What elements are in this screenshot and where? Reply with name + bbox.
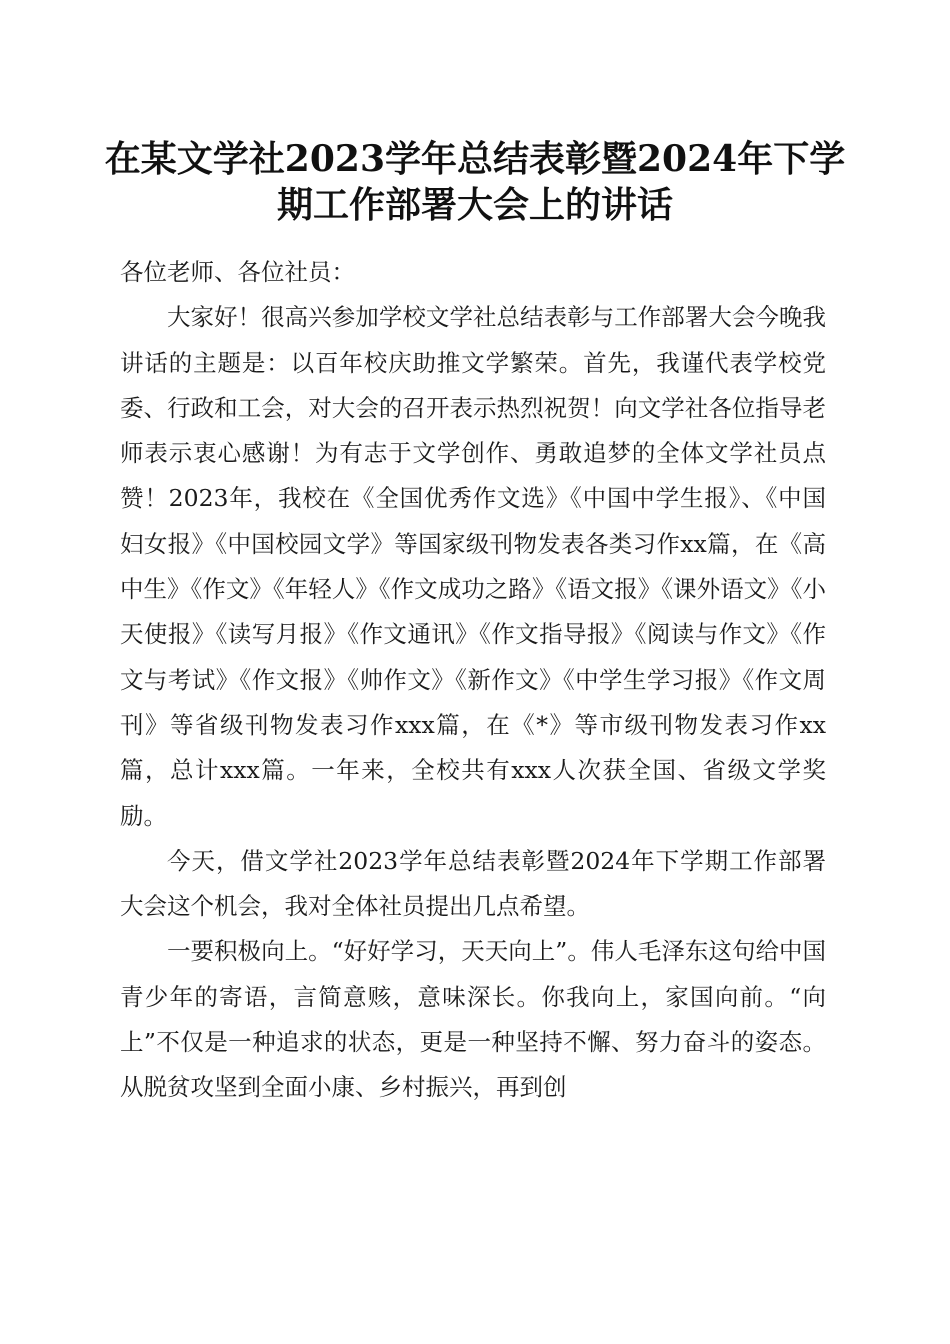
paragraph-opening: 大家好！很高兴参加学校文学社总结表彰与工作部署大会今晚我讲话的主题是：以百年校庆助推文学繁荣。首先，我谨代表学校党委、行政和工会，对大会的召开表示热烈祝贺！向文学社各位指导老师表示衷心感谢！为有志于文学创作、勇敢追梦的全体文学社员点赞！2023年，我校在《全国优秀作文选》《中国中学生报》、《中国妇女报》《中国校园文学》等国家级刊物发表各类习作xx篇，在《高中生》《作文》《年轻人》《作文成功之路》《语文报》《课外语文》《小天使报》《读写月报》《作文通讯》《作文指导报》《阅读与作文》《作文与考试》《作文报》《帅作文》《新作文》《中学生学习报》《作文周刊》等省级刊物发表习作xxx篇，在《*》等市级刊物发表习作xx篇，总计xxx篇。一年来，全校共有xxx人次获全国、省级文学奖励。 — [120, 303, 826, 830]
document-body — [120, 250, 826, 1111]
paragraph-hopes-intro: 今天，借文学社2023学年总结表彰暨2024年下学期工作部署大会这个机会，我对全体社员提出几点希望。 — [120, 846, 826, 921]
paragraph-point-one: 一要积极向上。“好好学习，天天向上”。伟人毛泽东这句给中国青少年的寄语，言简意赅，意味深长。你我向上，家国向前。“向上”不仅是一种追求的状态，更是一种坚持不懈、努力奋斗的姿态。从脱贫攻坚到全面小康、乡村振兴，再到创 — [120, 937, 826, 1102]
document-title: 在某文学社2023学年总结表彰暨2024年下学期工作部署大会上的讲话 — [104, 138, 846, 226]
salutation: 各位老师、各位社员： — [120, 258, 355, 286]
